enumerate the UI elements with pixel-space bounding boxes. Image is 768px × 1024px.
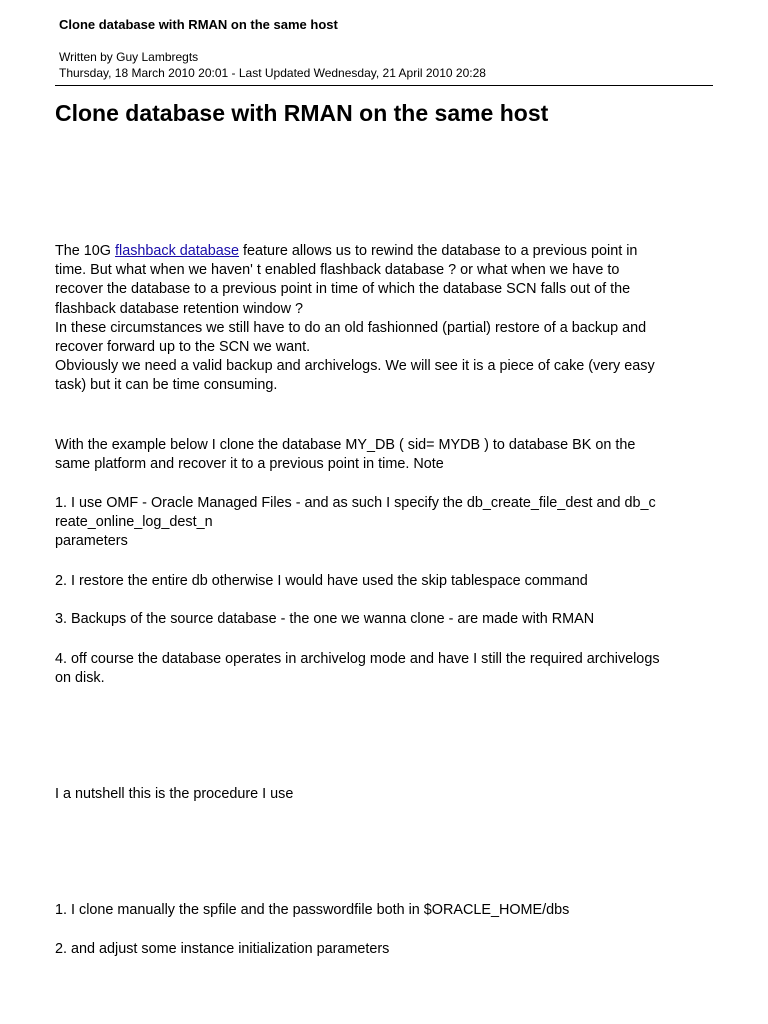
note-item-2-text: 2. I restore the entire db otherwise I would have used the skip tablespace command [55,573,588,589]
note-item-4-line-2: on disk. [55,670,105,687]
intro-line-2: time. But what when we haven' t enabled flashback database ? or what when we have to [55,262,620,279]
nutshell-text: I a nutshell this is the procedure I use [55,786,294,802]
note-item-3 [55,610,715,629]
article-title: Clone database with RMAN on the same host [55,100,549,126]
note-item-1 [55,494,715,552]
intro-line-5: In these circumstances we still have to do an old fashionned (partial) restore of a backup and [55,319,647,336]
intro-line-7: Obviously we need a valid backup and archivelogs. We will see it is a piece of cake (very easy [55,358,655,375]
intro-paragraph [55,242,715,396]
intro-line-1 [55,242,715,261]
note-item-4 [55,650,715,688]
note-item-4-line-1: 4. off course the database operates in archivelog mode and have I still the required archivelogs [55,651,660,667]
intro-text-start: The 10G [55,243,111,259]
intro-line-6: recover forward up to the SCN we want. [55,339,311,356]
flashback-database-link[interactable]: flashback database [115,243,240,259]
header-divider [55,85,713,86]
procedure-step-1 [55,901,715,920]
procedure-step-2-text: 2. and adjust some instance initialization parameters [55,941,390,957]
example-line-1: With the example below I clone the database MY_DB ( sid= MYDB ) to database BK on the [55,437,636,453]
author-line: Written by Guy Lambregts [59,50,199,64]
running-header-title: Clone database with RMAN on the same host [59,17,338,32]
procedure-step-1-text: 1. I clone manually the spfile and the passwordfile both in $ORACLE_HOME/dbs [55,902,570,918]
intro-line-3: recover the database to a previous point in time of which the database SCN falls out of the [55,281,631,298]
note-item-3-text: 3. Backups of the source database - the one we wanna clone - are made with RMAN [55,611,595,627]
note-item-1-line-3: parameters [55,533,128,550]
example-line-2: same platform and recover it to a previous point in time. Note [55,456,444,473]
example-paragraph [55,436,715,474]
note-item-1-line-2: reate_online_log_dest_n [55,514,213,531]
procedure-step-2 [55,940,715,959]
intro-line-8: task) but it can be time consuming. [55,377,278,394]
note-item-1-line-1: 1. I use OMF - Oracle Managed Files - and as such I specify the db_create_file_dest and db_c [55,495,656,511]
intro-text-rest: feature allows us to rewind the database to a previous point in [243,243,638,259]
intro-line-4: flashback database retention window ? [55,300,303,317]
date-line: Thursday, 18 March 2010 20:01 - Last Updated Wednesday, 21 April 2010 20:28 [59,66,486,80]
note-item-2 [55,572,715,591]
nutshell-paragraph [55,785,715,804]
